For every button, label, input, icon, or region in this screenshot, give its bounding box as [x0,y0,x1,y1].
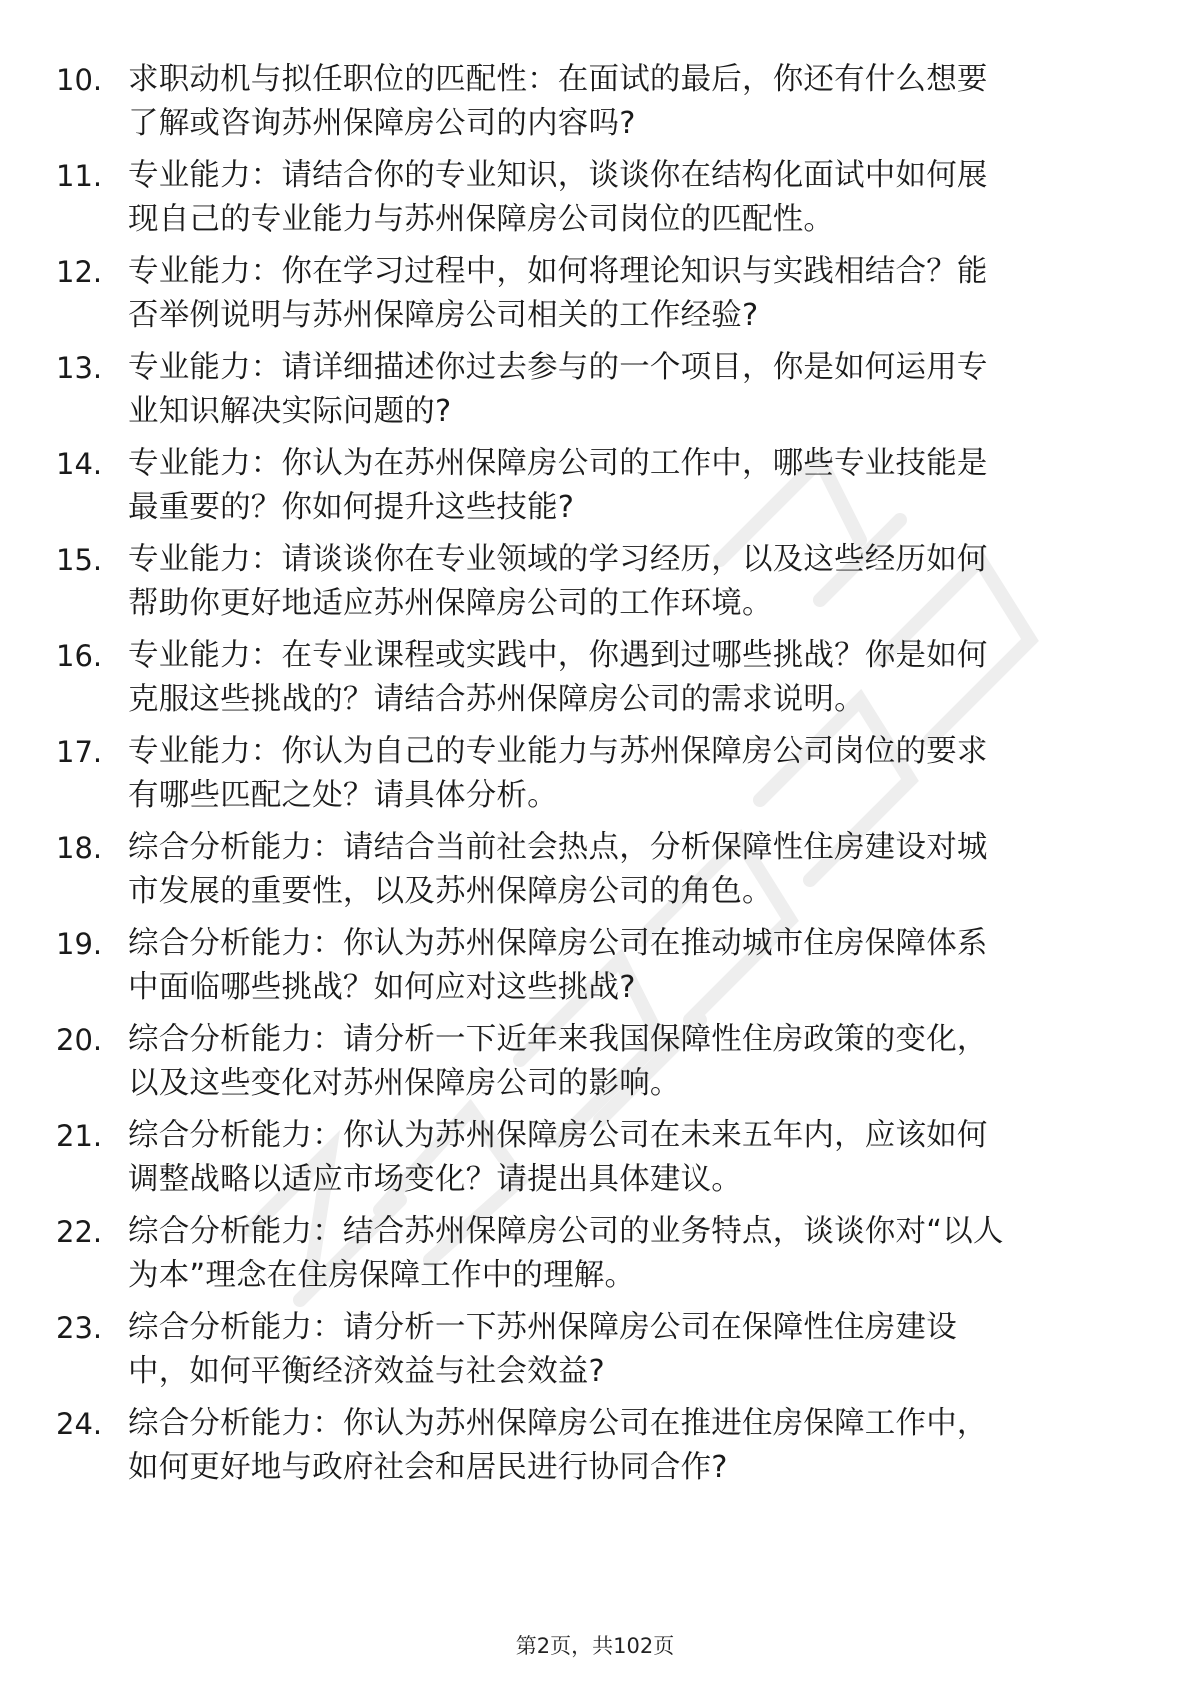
question-line: 专业能力：请谈谈你在专业领域的学习经历，以及这些经历如何 [128,542,988,577]
list-item [0,922,1190,1018]
question-text [128,922,1108,1010]
question-text [128,730,1108,818]
question-number: 23. [56,1311,103,1345]
question-number: 19. [56,927,103,961]
question-text [128,346,1108,434]
list-item [0,58,1190,154]
question-number: 24. [56,1407,103,1441]
list-item [0,826,1190,922]
question-line: 综合分析能力：请结合当前社会热点，分析保障性住房建设对城 [128,830,988,865]
question-line: 帮助你更好地适应苏州保障房公司的工作环境。 [128,586,773,621]
question-number: 21. [56,1119,103,1153]
question-line: 求职动机与拟任职位的匹配性：在面试的最后，你还有什么想要 [128,62,988,97]
question-line: 综合分析能力：请分析一下近年来我国保障性住房政策的变化， [128,1022,988,1057]
question-line: 专业能力：请详细描述你过去参与的一个项目，你是如何运用专 [128,350,988,385]
question-number: 16. [56,639,103,673]
question-number: 20. [56,1023,103,1057]
question-text [128,634,1108,722]
question-line: 调整战略以适应市场变化？请提出具体建议。 [128,1162,742,1197]
question-line: 中面临哪些挑战？如何应对这些挑战? [128,970,636,1005]
question-line: 现自己的专业能力与苏州保障房公司岗位的匹配性。 [128,202,835,237]
question-line: 专业能力：在专业课程或实践中，你遇到过哪些挑战？你是如何 [128,638,988,673]
question-line: 为本”理念在住房保障工作中的理解。 [128,1258,636,1293]
question-line: 综合分析能力：请分析一下苏州保障房公司在保障性住房建设 [128,1310,957,1345]
question-line: 专业能力：你认为在苏州保障房公司的工作中，哪些专业技能是 [128,446,988,481]
question-line: 业知识解决实际问题的? [128,394,452,429]
list-item [0,730,1190,826]
question-number: 11. [56,159,103,193]
page-footer: 第2页，共102页 [515,1634,675,1658]
question-text [128,442,1108,530]
question-line: 综合分析能力：你认为苏州保障房公司在推进住房保障工作中， [128,1406,988,1441]
list-item [0,1114,1190,1210]
list-item [0,442,1190,538]
question-line: 否举例说明与苏州保障房公司相关的工作经验? [128,298,759,333]
question-number: 10. [56,63,103,97]
question-line: 中，如何平衡经济效益与社会效益? [128,1354,605,1389]
question-line: 最重要的？你如何提升这些技能? [128,490,575,525]
list-item [0,1210,1190,1306]
list-item [0,250,1190,346]
question-text [128,1306,1108,1394]
list-item [0,1018,1190,1114]
question-text [128,1402,1108,1490]
list-item [0,634,1190,730]
question-line: 专业能力：你在学习过程中，如何将理论知识与实践相结合？能 [128,254,988,289]
question-text [128,58,1108,146]
question-line: 综合分析能力：你认为苏州保障房公司在未来五年内，应该如何 [128,1118,988,1153]
question-text [128,250,1108,338]
list-item [0,346,1190,442]
question-line: 专业能力：请结合你的专业知识，谈谈你在结构化面试中如何展 [128,158,988,193]
question-text [128,538,1108,626]
question-number: 18. [56,831,103,865]
question-text [128,154,1108,242]
question-number: 13. [56,351,103,385]
question-line: 了解或咨询苏州保障房公司的内容吗? [128,106,636,141]
list-item [0,1306,1190,1402]
list-item [0,154,1190,250]
question-line: 克服这些挑战的？请结合苏州保障房公司的需求说明。 [128,682,865,717]
question-line: 专业能力：你认为自己的专业能力与苏州保障房公司岗位的要求 [128,734,988,769]
list-item [0,538,1190,634]
question-text [128,826,1108,914]
list-item [0,1402,1190,1498]
question-line: 如何更好地与政府社会和居民进行协同合作? [128,1450,728,1485]
question-text [128,1018,1108,1106]
question-line: 有哪些匹配之处？请具体分析。 [128,778,558,813]
question-line: 综合分析能力：你认为苏州保障房公司在推动城市住房保障体系 [128,926,988,961]
question-text [128,1114,1108,1202]
question-number: 17. [56,735,103,769]
question-line: 以及这些变化对苏州保障房公司的影响。 [128,1066,681,1101]
question-number: 14. [56,447,103,481]
question-line: 综合分析能力：结合苏州保障房公司的业务特点，谈谈你对“以人 [128,1214,1004,1249]
question-line: 市发展的重要性，以及苏州保障房公司的角色。 [128,874,773,909]
question-number: 22. [56,1215,103,1249]
question-number: 12. [56,255,103,289]
question-number: 15. [56,543,103,577]
question-text [128,1210,1108,1298]
